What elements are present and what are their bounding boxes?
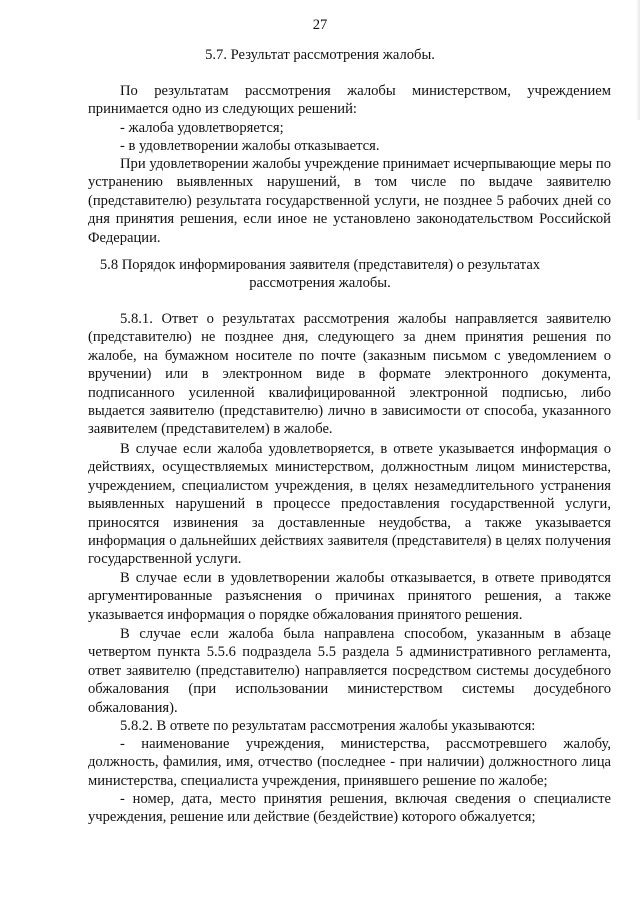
paragraph-5-8-1: 5.8.1. Ответ о результатах рассмотрения жалобы направляется заявителю (представителю) не позднее дня, следующего за днем принятия решения по жалобе, на бумажном носителе по почте (заказным письмом с уведомлением о вручении) или в электронном виде в формате электронного документа, подписанного усиленной квалифицированной электронной подписью, либо выдается заявителю (представителю) лично в зависимости от способа, указанного заявителем (представителем) в жалобе. [88,311,611,438]
paragraph-5-8-2: 5.8.2. В ответе по результатам рассмотрения жалобы указываются: [120,718,536,734]
list-item-refused: - в удовлетворении жалобы отказывается. [120,138,380,154]
section-5-7-heading: 5.7. Результат рассмотрения жалобы. [205,47,435,63]
page-number: 27 [312,17,328,33]
list-item-satisfied: - жалоба удовлетворяется; [120,120,284,136]
paragraph-pre-trial-system: В случае если жалоба была направлена способом, указанным в абзаце четвертом пункта 5.5.6 подраздела 5.5 раздела 5 административного регламента, ответ заявителю (представителю) направляется посредством системы досудебного обжалования (при использовании министерством системы досудебного обжалования). [88,626,611,716]
list-item-institution-and-official: - наименование учреждения, министерства, рассмотревшего жалобу, должность, фамилия, имя, отчество (последнее - при наличии) должностного лица министерства, специалиста учреждения, принявшего решение по жалобе; [88,736,611,789]
paragraph-if-refused: В случае если в удовлетворении жалобы отказывается, в ответе приводятся аргументированные разъяснения о причинах принятого решения, а также указывается информация о порядке обжалования принятого решения. [88,570,611,623]
section-5-7-intro-paragraph: По результатам рассмотрения жалобы министерством, учреждением принимается одно из следующих решений: [88,83,611,118]
list-item-decision-details: - номер, дата, место принятия решения, включая сведения о специалисте учреждения, решение или действие (бездействие) которого обжалуется; [88,791,611,826]
section-5-8-heading-line-1: 5.8 Порядок информирования заявителя (представителя) о результатах [99,257,541,273]
section-5-8-heading-line-2: рассмотрения жалобы. [249,275,391,291]
paragraph-if-satisfied: В случае если жалоба удовлетворяется, в ответе указывается информация о действиях, осуществляемых министерством, должностным лицом министерства, учреждением, специалистом учреждения, в целях незамедлительного устранения выявленных нарушений в процессе предоставления государственной услуги, приносятся извинения за доставленные неудобства, а также указывается информация о дальнейших действиях заявителя (представителя) в целях получения государственной услуги. [88,441,611,568]
section-5-7-satisfaction-paragraph: При удовлетворении жалобы учреждение принимает исчерпывающие меры по устранению выявленных нарушений, в том числе по выдаче заявителю (представителю) результата государственной услуги, не позднее 5 рабочих дней со дня принятия решения, если иное не установлено законодательством Российской Федерации. [88,156,611,246]
